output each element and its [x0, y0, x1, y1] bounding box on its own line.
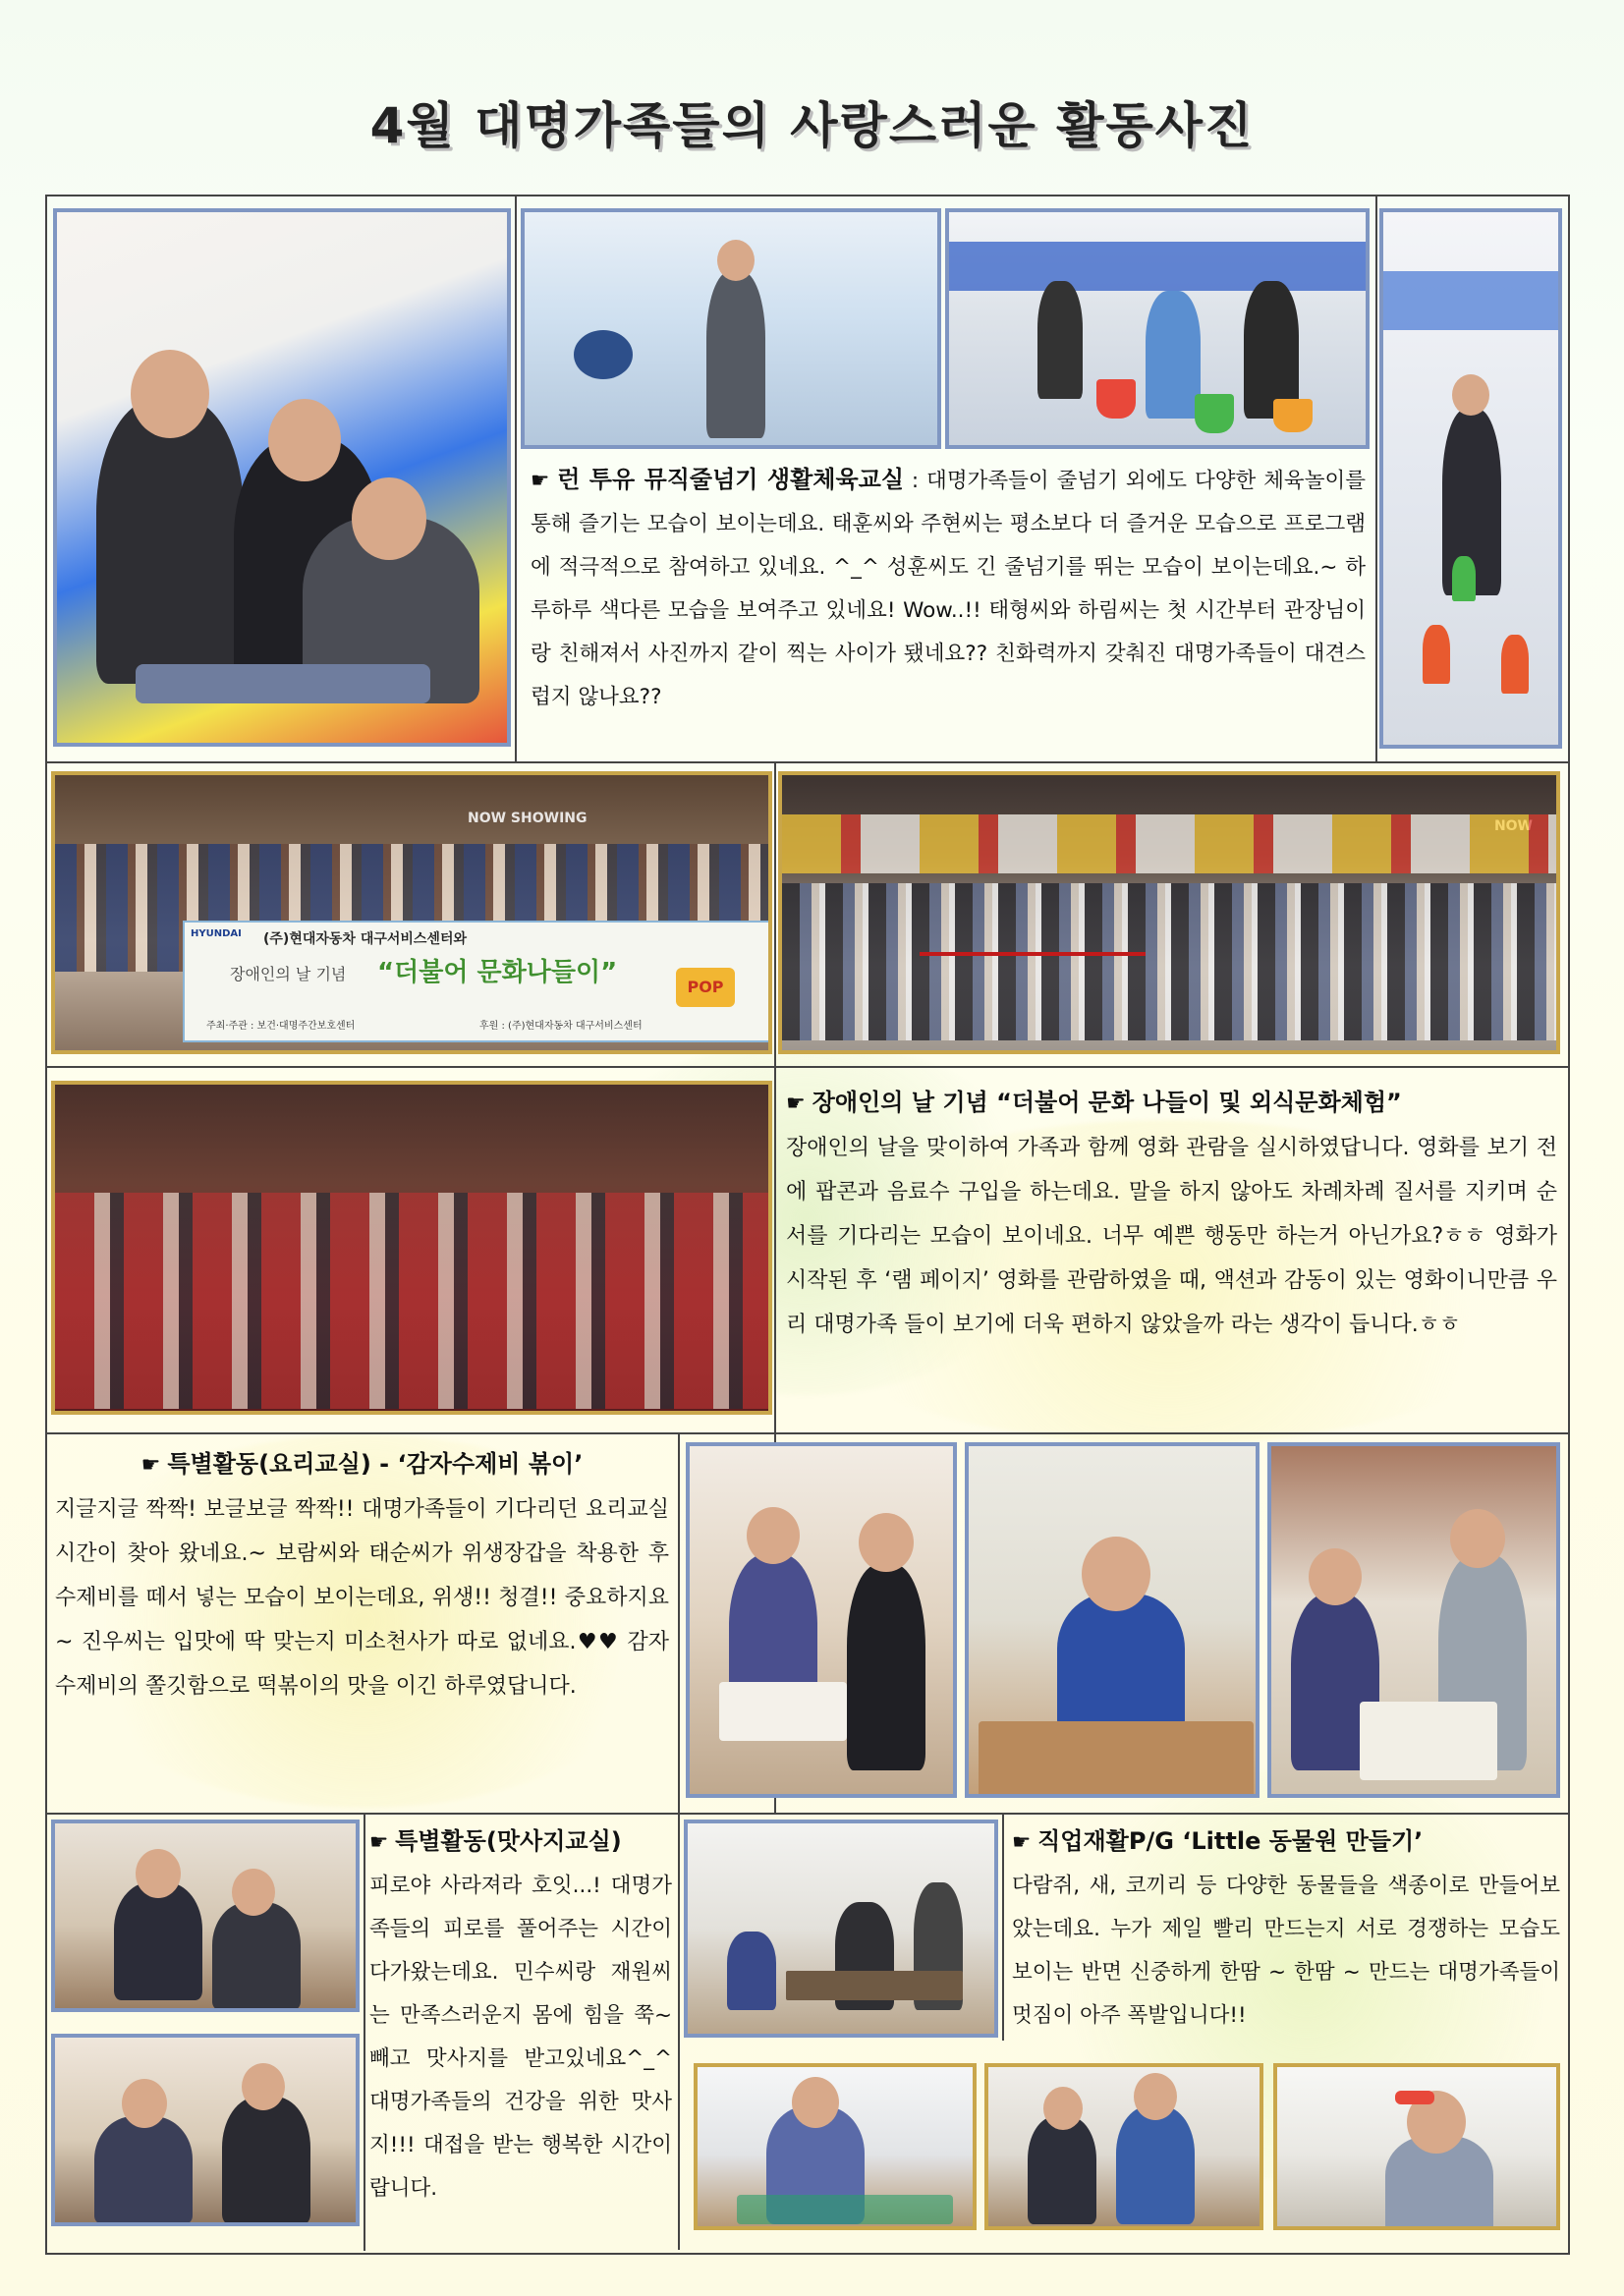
- movie-text: [786, 1081, 1557, 1415]
- divider: [45, 761, 1568, 763]
- massage-body: 피로야 사라져라 호잇...! 대명가족들의 피로를 풀어주는 시간이 다가왔는데요. 민수씨랑 재원씨는 만족스러운지 몸에 힘을 쭉~ 빼고 맛사지를 받고있네요^_^ 대명가족들의 건강을 위한 맛사지!!! 대접을 받는 행복한 시간이랍니다.: [369, 1874, 672, 2201]
- hand-pointer-icon: ☛: [369, 1830, 389, 1855]
- massage-text: [369, 1820, 672, 2242]
- vocational-heading: 직업재활P/G ‘Little 동물원 만들기’: [1037, 1827, 1424, 1855]
- photo-massage-1: [51, 1820, 360, 2012]
- photo-jump-rope-2: [945, 208, 1370, 449]
- cooking-body: 지글지글 짝짝! 보글보글 짝짝!! 대명가족들이 기다리던 요리교실시간이 찾아 왔네요.~ 보람씨와 태순씨가 위생장갑을 착용한 후 수제비를 떼서 넣는 모습이 보이는데요, 위생!! 청결!! 중요하지요~ 진우씨는 입맛에 딱 맞는지 미소천사가 따로 없네요.♥♥ 감자수제비의 쫄깃함으로 떡볶이의 맛을 이긴 하루였답니다.: [55, 1497, 669, 1699]
- vocational-body: 다람쥐, 새, 코끼리 등 다양한 동물들을 색종이로 만들어보았는데요. 누가 제일 빨리 만드는지 서로 경쟁하는 모습도 보이는 반면 신중하게 한땀 ~ 한땀 ~ 만드는 대명가족들이 멋짐이 아주 폭발입니다!!: [1012, 1874, 1560, 2028]
- banner-brand: HYUNDAI: [191, 928, 242, 939]
- vocational-text: [1012, 1820, 1560, 2041]
- hand-pointer-icon: ☛: [531, 469, 550, 493]
- hand-pointer-icon: ☛: [140, 1453, 161, 1478]
- banner-slogan: “더불어 문화나들이”: [377, 958, 618, 987]
- divider: [364, 1815, 365, 2251]
- divider: [678, 1434, 680, 2250]
- photo-group-banner: [51, 771, 772, 1054]
- photo-cooking-3: [1267, 1442, 1560, 1798]
- jump-rope-body: : 대명가족들이 줄넘기 외에도 다양한 체육놀이를 통해 즐기는 모습이 보이는데요. 태훈씨와 주현씨는 평소보다 더 즐거운 모습으로 프로그램에 적극적으로 참여하고 있네요. ^_^ 성훈씨도 긴 줄넘기를 뛰는 모습이 보이는데요.~ 하루하루 색다른 모습을 보여주고 있네요! Wow..!! 태형씨와 하림씨는 첫 시간부터 관장님이랑 친해져서 사진까지 같이 찍는 사이가 됐네요?? 친화력까지 갖춰진 대명가족들이 대견스럽지 않나요??: [531, 469, 1367, 709]
- photo-vocational-4: [1273, 2063, 1560, 2230]
- cooking-heading: 특별활동(요리교실) - ‘감자수제비 볶이’: [167, 1450, 584, 1478]
- divider: [45, 1432, 1568, 1434]
- photo-vocational-3: [984, 2063, 1263, 2230]
- photo-vocational-1: [684, 1820, 998, 2038]
- photo-jump-rope-3: [1379, 208, 1562, 749]
- cooking-text: [55, 1442, 669, 1816]
- photo-jump-rope-1: [521, 208, 941, 449]
- photo-cinema-seats: [51, 1081, 772, 1415]
- cinema-sign: NOW SHOWING: [468, 811, 588, 826]
- photo-vocational-2: [694, 2063, 977, 2230]
- hand-pointer-icon: ☛: [786, 1092, 806, 1116]
- divider: [515, 195, 517, 761]
- photo-bouncy-castle: [53, 208, 511, 747]
- photo-popcorn-line: [778, 771, 1560, 1054]
- banner-sponsor: 후원 : (주)현대자동차 대구서비스센터: [479, 1021, 643, 1032]
- divider: [45, 1066, 1568, 1068]
- divider: [1002, 1815, 1004, 2041]
- event-banner: [183, 921, 772, 1042]
- page-title: 4월 대명가족들의 사랑스러운 활동사진: [369, 97, 1255, 154]
- movie-body: 장애인의 날을 맞이하여 가족과 함께 영화 관람을 실시하였답니다. 영화를 보기 전에 팝콘과 음료수 구입을 하는데요. 말을 하지 않아도 차례차례 질서를 지키며 순서를 기다리는 모습이 보이네요. 너무 예쁜 행동만 하는거 아닌가요?ㅎㅎ 영화가 시작된 후 ‘램 페이지’ 영화를 관람하였을 때, 액션과 감동이 있는 영화이니만큼 우리 대명가족 들이 보기에 더욱 편하지 않았을까 라는 생각이 듭니다.ㅎㅎ: [786, 1136, 1558, 1337]
- divider: [1375, 195, 1377, 761]
- photo-cooking-2: [965, 1442, 1260, 1798]
- photo-cooking-1: [686, 1442, 957, 1798]
- jump-rope-heading: 런 투유 뮤직줄넘기 생활체육교실: [557, 466, 905, 493]
- photo-massage-2: [51, 2034, 360, 2226]
- movie-heading: 장애인의 날 기념 “더불어 문화 나들이 및 외식문화체험”: [812, 1089, 1402, 1116]
- banner-event: 장애인의 날 기념: [230, 965, 347, 983]
- massage-heading: 특별활동(맛사지교실): [395, 1827, 622, 1855]
- banner-pop-logo: POP: [676, 968, 735, 1007]
- hand-pointer-icon: ☛: [1012, 1830, 1032, 1855]
- banner-company: (주)현대자동차 대구서비스센터와: [263, 931, 468, 947]
- jump-rope-text: [531, 458, 1366, 758]
- banner-host: 주최·주관 : 보건·대명주간보호센터: [206, 1021, 356, 1032]
